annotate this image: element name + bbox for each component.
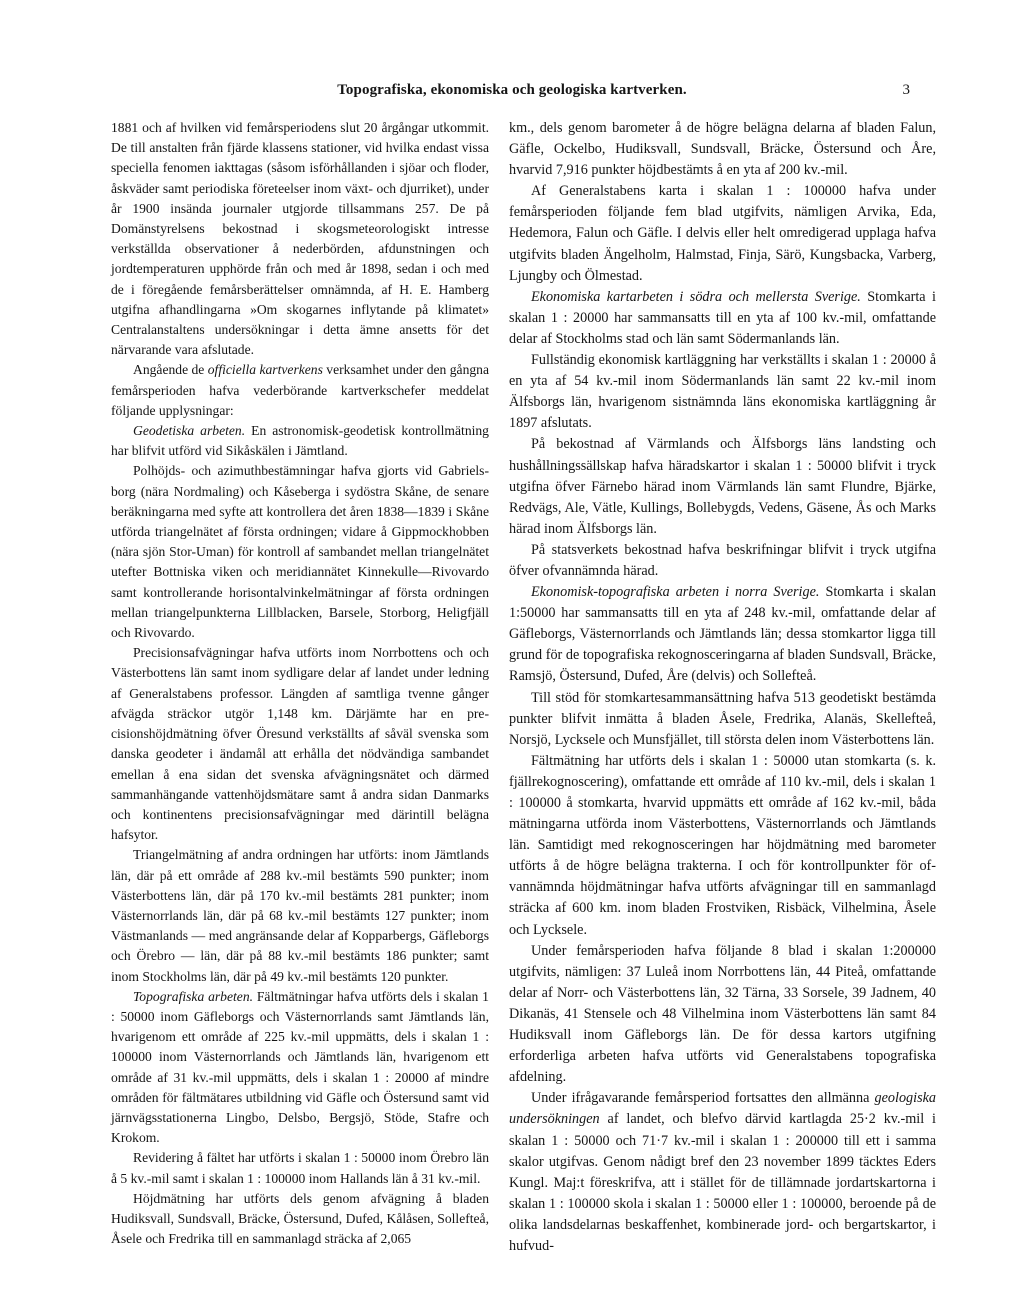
- italic-heading: geologiska undersökningen: [509, 1090, 936, 1128]
- text-run: Under ifrågavarande femårsperiod fortsattes den allmänna: [531, 1090, 875, 1107]
- paragraph: [111, 1189, 489, 1250]
- paragraph: [111, 643, 489, 845]
- text-run: verksamhet under den gångna femårsperioden hafva vederbörande kartverkschefer meddelat följande upplysningar:: [111, 362, 489, 418]
- text-run: Höjdmätning har utförts dels genom afvägning å bladen Hudiksvall, Sundsvall, Bräcke, Östersund, Dufed, Kålåsen, Sollefteå, Åsele och Fredrika till en sammanlagd sträcka af 2,065: [111, 1190, 489, 1247]
- paragraph: [111, 987, 489, 1149]
- paragraph: [509, 434, 936, 539]
- text-run: Fältmätningar hafva utförts dels i skalan 1 : 50000 inom Gäfleborgs och Västernorrlands samt Jämtlands län, hvarigenom ett område af 225 kv.-mil uppmätts, dels i skalan 1 : 100000 inom Västernorrlands och Jämtlands län, hvarigenom ett område af 31 kv.-mil uppmätts, dels i skalan 1 : 20000 af mindre områden för fältmätares utbildning vid Gäfle och Östersund samt vid järnvägsstationerna Lingbo, Delsbo, Bergsjö, Stöde, Stafre och Krokom.: [111, 988, 489, 1146]
- text-run: Stomkarta i skalan 1 : 20000 har sammansatts till en yta af 100 kv.-mil, omfattande delar af Stockholms stad och län samt Södermanlands län.: [509, 288, 936, 347]
- paragraph: [111, 461, 489, 643]
- text-run: Revidering å fältet har utförts i skalan 1 : 50000 inom Örebro län å 5 kv.-mil samt i skalan 1 : 100000 inom Hallands län å 31 kv.-mil.: [111, 1150, 489, 1186]
- text-run: Fullständig ekonomisk kartläggning har verkställts i skalan 1 : 20000 å en yta af 54 kv.-mil inom Södermanlands län samt 22 kv.-mil inom Älfsborgs län, hvarigenom sistnämnda läns ekonomiska kartläggning år 1897 afslutats.: [509, 352, 936, 432]
- paragraph: [509, 941, 936, 1089]
- text-run: Triangelmätning af andra ordningen har utförts: inom Jämtlands län, där på ett område af 288 kv.-mil bestämts 590 punkter; inom Västerbottens län, där på 170 kv.-mil bestämts 281 punkter; inom Västernorrlands län, där på 68 kv.-mil bestämts 127 punkter; inom Västmanlands — med angränsande delar af Kopparbergs, Gäfleborgs och Örebro — län, där på 88 kv.-mil bestämts 186 punkter; samt inom Stockholms län, där på 49 kv.-mil bestämts 120 punkter.: [111, 847, 489, 984]
- paragraph: [111, 1148, 489, 1188]
- paragraph: [111, 118, 489, 360]
- right-column: [509, 118, 936, 1278]
- paragraph: [509, 751, 936, 941]
- italic-heading: Topografiska arbeten.: [133, 988, 254, 1004]
- text-run: Angående de: [133, 362, 208, 378]
- paragraph: [509, 582, 936, 687]
- left-column: [111, 118, 489, 1278]
- italic-heading: officiella kartverkens: [207, 362, 323, 378]
- text-run: Af Generalstabens karta i skalan 1 : 100000 hafva under femårsperioden följande fem blad utgifvits, nämligen Arvika, Eda, Hedemora, Falun och Gäfle. I delvis eller helt omredigerad upplaga hafva utgifvits bladen Ängelholm, Halmstad, Finja, Särö, Kungsbacka, Varberg, Ljungby och Ölmestad.: [509, 183, 936, 284]
- text-run: 1881 och af hvilken vid femårsperiodens slut 20 årgångar utkommit. De till anstalten från fjärde klassens stationer, vid hvilka endast vissa speciella fenomen iakttagas (såsom isförhållanden i sjöar och floder, åskväder samt periodiska företeelser inom växt- och djurriket), under år 1900 insända journaler utgjorde tillsammans 257. De på Domänstyrelsens bekostnad i skogsmeteorologiskt intresse verkställda observationer å nederbörden, afdunstningen och jordtemperaturen upphörde från och med år 1898, sedan i och med de i föregående femårsberättelser omnämnda, af H. E. Hamberg utgifna afhandlingarna »Om skogarnes inflytande på klimatet» Centralanstaltens undersökningar i detta ämne ansetts för det närvarande vara afslutade.: [111, 120, 489, 358]
- text-run: Fältmätning har utförts dels i skalan 1 : 50000 utan stomkarta (s. k. fjällrekognoscering), omfattande ett område af 110 kv.-mil, dels i skalan 1 : 100000 å stomkarta, hvarvid uppmätts ett område af 162 kv.-mil, båda mätningarna utförda inom Västerbottens, Västernorrlands och Jämtlands län. Samtidigt med rekognosceringen har höjdmätning med barometer utförts å de högre belägna trakterna. I och för kontrollpunkter för ofvannämnda höjdmätningar hafva utförts afvägningar till en sammanlagd sträcka af 600 km. inom bladen Frostviken, Risbäck, Vilhelmina, Åsele och Lycksele.: [509, 752, 936, 938]
- paragraph: [111, 845, 489, 986]
- text-run: Till stöd för stomkartesammansättning hafva 513 geodetiskt bestämda punkter blifvit inmätta å bladen Åsele, Fredrika, Alanäs, Skellefteå, Norsjö, Lycksele och Munsfjället, till största delen inom Västerbottens län.: [509, 689, 936, 748]
- text-run: Under femårsperioden hafva följande 8 blad i skalan 1:200000 utgifvits, nämligen: 37 Luleå inom Norrbottens län, 44 Piteå, omfattande delar af Norr- och Västerbottens län, 32 Tärna, 33 Sorsele, 39 Jadnem, 40 Dikanäs, 41 Stensele och 48 Vilhelmina inom Västerbottens län samt 84 Hudiksvall inom Gäfleborgs län. De för dessa kartors utgifning erforderliga arbeten hafva utförts vid Generalstabens topografiska afdelning.: [509, 942, 936, 1086]
- text-run: På bekostnad af Värmlands och Älfsborgs läns landsting och hushållningssällskap hafva häradskartor i skalan 1 : 50000 blifvit i tryck utgifna öfver Färnebo härad inom Värmlands län samt Flundre, Bjärke, Redvägs, Ale, Vätle, Kullings, Bollebygds, Vedens, Gäsene, Ås och Marks härad inom Älfsborgs län.: [509, 436, 936, 537]
- text-run: Polhöjds- och azimuthbestämningar hafva gjorts vid Gabrielsborg (nära Nordmaling) och Kåseberga i sydöstra Skåne, de senare beräkningarna med syfte att kontrollera det åren 1838—1839 i Skåne utförda triangelnätet af första ordningen; vidare å Gippmockhobben (nära sjön Stor-Uman) för kontroll af sambandet mellan triangelnätet utefter Bottniska viken och meridiannätet Kinnekulle—Rivovardo samt kontrollerande horisontalvinkelmätningar af första ordningen mellan triangelpunkterna Lillblacken, Barsele, Storborg, Heligfjäll och Rivovardo.: [111, 463, 489, 641]
- text-run: Precisionsafvägningar hafva utförts inom Norrbottens och och Västerbottens län samt inom sydligare delar af landet under ledning af Generalstabens professor. Längden af samtliga tvenne gånger afvägda sträckor utgör 1,148 km. Därjämte har en precisionshöjdmätning öfver Öresund verkställts af såväl svenska som danska geodeter i ändamål att erhålla det nödvändiga sambandet emellan å ena sidan det svenska afvägningsnätet och därmed sammanhängande vattenhöjdsmätare samt å andra sidan Danmarks och kontinentens precisionsafvägningar med därintill belägna hafsytor.: [111, 645, 489, 843]
- text-run: km., dels genom barometer å de högre belägna delarna af bladen Falun, Gäfle, Ockelbo, Hudiksvall, Sundsvall, Bräcke, Östersund och Åre, hvarvid 7,916 punkter höjdbestämts å en yta af 200 kv.-mil.: [509, 120, 936, 179]
- running-title: Topografiska, ekonomiska och geologiska kartverken.: [337, 82, 687, 98]
- paragraph: [509, 350, 936, 434]
- paragraph: [509, 118, 936, 181]
- paragraph: [509, 287, 936, 350]
- paragraph: [509, 1088, 936, 1257]
- paragraph: [509, 540, 936, 582]
- page-number: 3: [902, 82, 910, 98]
- italic-heading: Ekonomiska kartarbeten i södra och mellersta Sverige.: [531, 288, 861, 305]
- text-run: Stomkarta i skalan 1:50000 har sammansatts till en yta af 248 kv.-mil, omfattande delar af Gäfleborgs, Västernorrlands och Jämtlands län; dessa stomkartor ligga till grund för de topografiska rekognosceringarna af bladen Sundsvall, Bräcke, Ramsjö, Östersund, Dufed, Åre (delvis) och Sollefteå.: [509, 584, 936, 685]
- text-run: af landet, och blefvo därvid kartlagda 25·2 kv.-mil i skalan 1 : 50000 och 71·7 kv.-mil i skalan 1 : 200000 till ett i samma skalor utgifvas. Genom nådigt bref den 23 november 1899 täcktes Eders Kungl. Maj:t föreskrifva, att i stället för de tillämnade jordartskartorna i skalan 1 : 100000 skola i skalan 1 : 50000 eller 1 : 100000, beroende på de olika landsdelarnas beskaffenhet, kombinerade jord- och bergartskartor, i hufvud-: [509, 1111, 936, 1254]
- text-run: På statsverkets bekostnad hafva beskrifningar blifvit i tryck utgifna öfver ofvannämnda härad.: [509, 541, 936, 579]
- text-run: En astronomisk-geodetisk kontrollmätning har blifvit utförd vid Sikåskälen i Jämtland.: [111, 423, 489, 459]
- paragraph: [509, 688, 936, 751]
- paragraph: [509, 181, 936, 286]
- italic-heading: Ekonomisk-topografiska arbeten i norra Sverige.: [531, 584, 820, 601]
- page-header: [112, 82, 912, 106]
- italic-heading: Geodetiska arbeten.: [133, 423, 246, 439]
- paragraph: [111, 421, 489, 461]
- paragraph: [111, 360, 489, 421]
